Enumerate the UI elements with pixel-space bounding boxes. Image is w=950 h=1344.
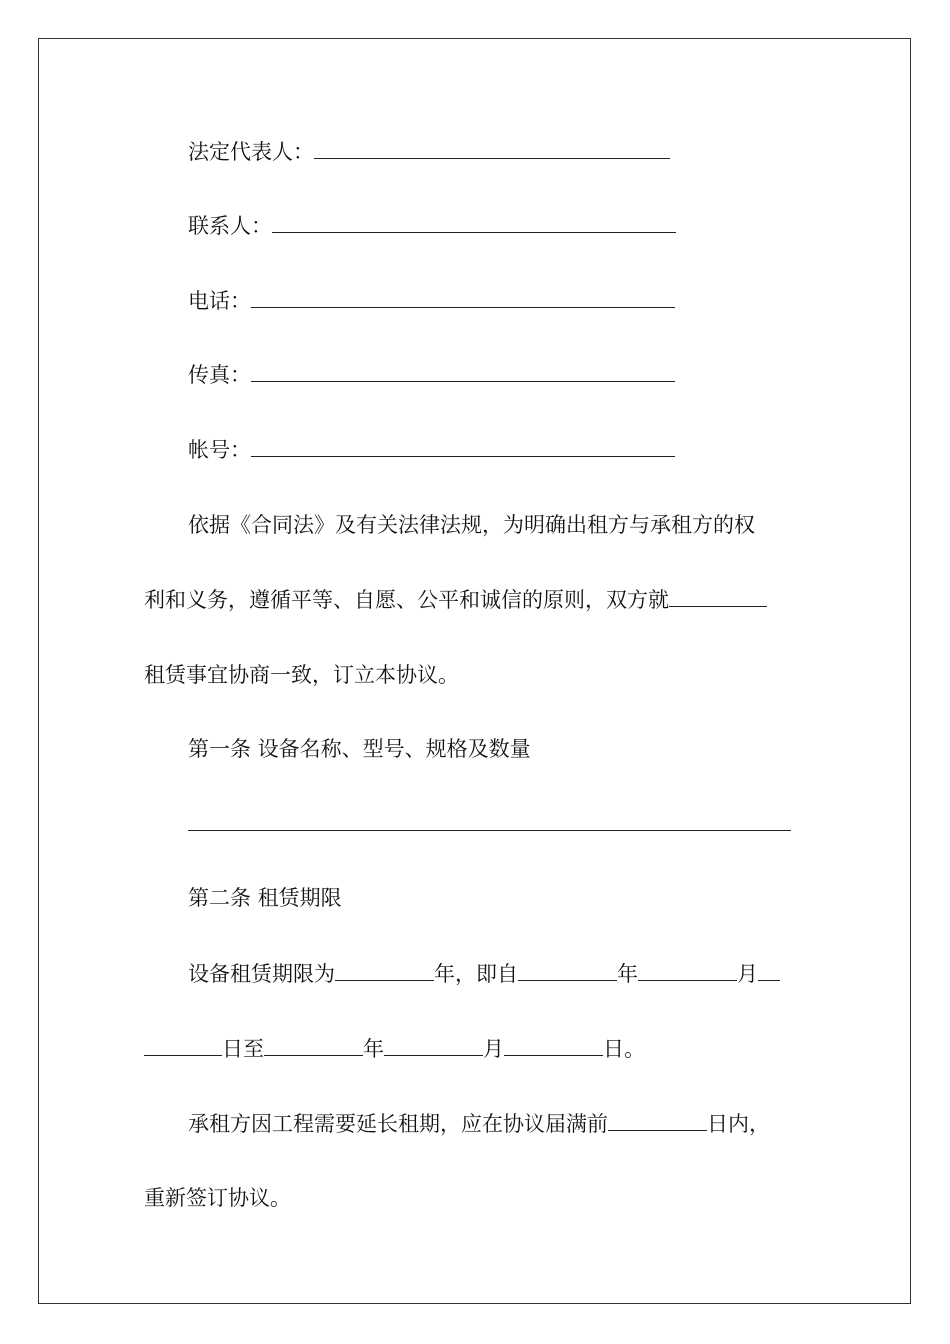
term-years-blank[interactable] bbox=[335, 960, 434, 981]
intro-line-2 bbox=[144, 586, 767, 614]
end-month-blank[interactable] bbox=[384, 1035, 483, 1056]
end-year-label: 年 bbox=[363, 1037, 384, 1061]
extension-line-2: 重新签订协议。 bbox=[144, 1186, 291, 1210]
legal-representative-blank[interactable] bbox=[314, 138, 670, 159]
end-year-blank[interactable] bbox=[264, 1035, 363, 1056]
lease-term-line-2 bbox=[144, 1035, 645, 1063]
legal-representative-field bbox=[188, 138, 670, 166]
article-1-heading: 第一条 设备名称、型号、规格及数量 bbox=[188, 737, 531, 761]
phone-field bbox=[188, 287, 675, 315]
lease-term-line-1 bbox=[188, 960, 780, 988]
account-field bbox=[188, 436, 675, 464]
start-year-label: 年 bbox=[617, 962, 638, 986]
account-blank[interactable] bbox=[251, 436, 675, 457]
end-month-label: 月 bbox=[483, 1037, 504, 1061]
intro-line-3: 租赁事宜协商一致，订立本协议。 bbox=[144, 663, 459, 687]
account-label: 帐号： bbox=[188, 438, 251, 462]
start-day-blank-part-1[interactable] bbox=[758, 960, 780, 981]
start-year-blank[interactable] bbox=[518, 960, 617, 981]
start-day-blank-part-2[interactable] bbox=[144, 1035, 222, 1056]
contact-person-blank[interactable] bbox=[272, 212, 676, 233]
legal-representative-label: 法定代表人： bbox=[188, 140, 314, 164]
term-from-text: 年，即自 bbox=[434, 962, 518, 986]
intro-line-2-text: 利和义务，遵循平等、自愿、公平和诚信的原则，双方就 bbox=[144, 588, 669, 612]
extension-line-1 bbox=[188, 1110, 770, 1138]
lease-subject-blank[interactable] bbox=[669, 586, 767, 607]
start-month-label: 月 bbox=[737, 962, 758, 986]
end-day-blank[interactable] bbox=[504, 1035, 603, 1056]
contact-person-label: 联系人： bbox=[188, 214, 272, 238]
end-day-label: 日。 bbox=[603, 1037, 645, 1061]
phone-blank[interactable] bbox=[251, 287, 675, 308]
extension-prefix: 承租方因工程需要延长租期，应在协议届满前 bbox=[188, 1112, 608, 1136]
contact-person-field bbox=[188, 212, 676, 240]
lease-term-prefix: 设备租赁期限为 bbox=[188, 962, 335, 986]
fax-blank[interactable] bbox=[251, 361, 675, 382]
extension-suffix: 日内， bbox=[707, 1112, 770, 1136]
fax-label: 传真： bbox=[188, 363, 251, 387]
day-to-label: 日至 bbox=[222, 1037, 264, 1061]
equipment-details-blank[interactable] bbox=[188, 830, 791, 831]
phone-label: 电话： bbox=[188, 289, 251, 313]
article-2-heading: 第二条 租赁期限 bbox=[188, 886, 342, 910]
start-month-blank[interactable] bbox=[638, 960, 737, 981]
fax-field bbox=[188, 361, 675, 389]
intro-line-1: 依据《合同法》及有关法律法规，为明确出租方与承租方的权 bbox=[188, 513, 755, 537]
extension-days-blank[interactable] bbox=[608, 1110, 707, 1131]
